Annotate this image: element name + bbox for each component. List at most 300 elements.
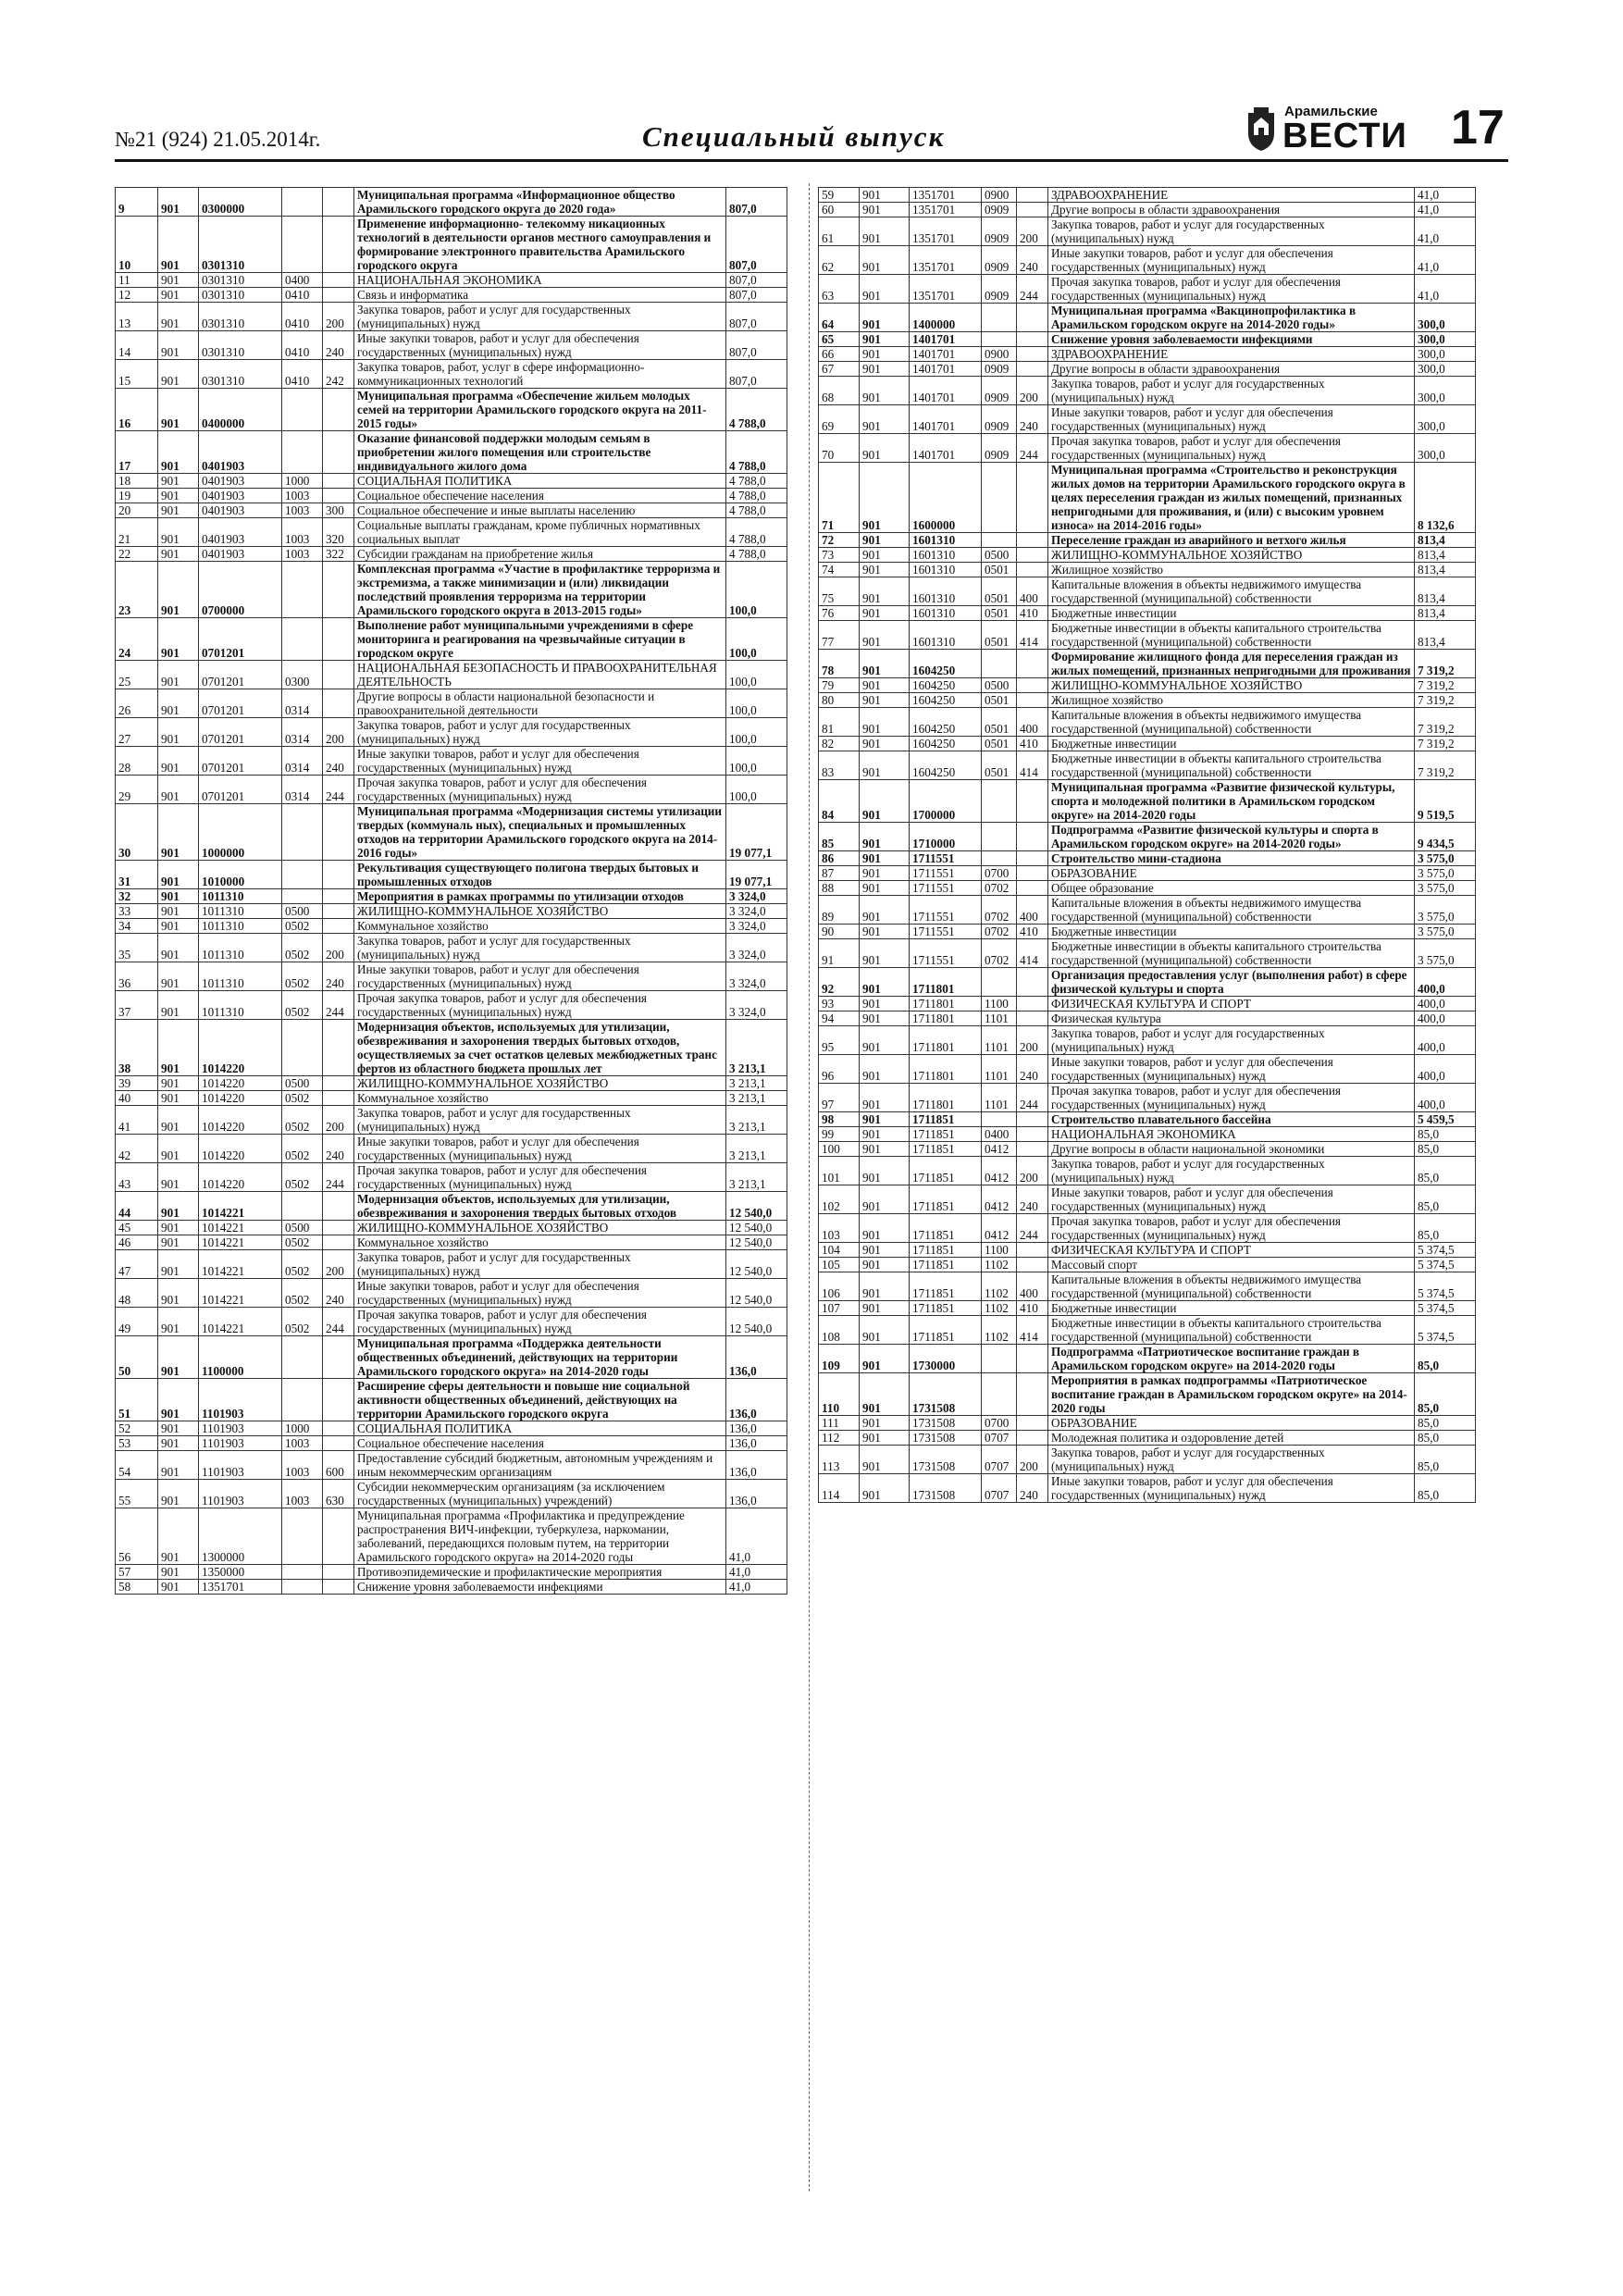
grbs-code: 901 <box>158 618 199 661</box>
table-row <box>116 1336 787 1379</box>
grbs-code: 901 <box>158 919 199 934</box>
row-number: 12 <box>116 288 158 303</box>
amount: 12 540,0 <box>726 1221 787 1235</box>
target-article-code: 1350000 <box>199 1565 282 1580</box>
expense-type-code <box>323 1076 354 1091</box>
grbs-code: 901 <box>158 718 199 747</box>
section-code: 0410 <box>282 360 323 389</box>
target-article-code: 1711801 <box>910 1084 982 1112</box>
item-name: Бюджетные инвестиции <box>1048 1301 1415 1316</box>
grbs-code: 901 <box>158 518 199 547</box>
expense-type-code <box>323 474 354 489</box>
expense-type-code: 240 <box>323 747 354 776</box>
row-number: 47 <box>116 1250 158 1279</box>
section-code: 0500 <box>982 548 1017 563</box>
grbs-code: 901 <box>860 362 910 377</box>
target-article-code: 0401903 <box>199 518 282 547</box>
table-row <box>819 708 1476 737</box>
table-row <box>116 1436 787 1451</box>
row-number: 68 <box>819 377 860 405</box>
expense-type-code <box>1017 693 1048 708</box>
column-separator <box>809 183 810 2191</box>
amount: 3 575,0 <box>1415 866 1476 881</box>
table-row <box>116 1580 787 1595</box>
item-name: Бюджетные инвестиции в объекты капитального строительства государственной (муниципальной) собственности <box>1048 621 1415 650</box>
table-row <box>819 751 1476 780</box>
grbs-code: 901 <box>158 489 199 503</box>
row-number: 43 <box>116 1163 158 1192</box>
target-article-code: 1604250 <box>910 708 982 737</box>
target-article-code: 1014220 <box>199 1106 282 1135</box>
page-number: 17 <box>1451 101 1505 155</box>
item-name: Социальное обеспечение населения <box>354 489 726 503</box>
section-code: 0707 <box>982 1474 1017 1503</box>
item-name: Предоставление субсидий бюджетным, автономным учреждениям и иным некоммерческим организациям <box>354 1451 726 1480</box>
table-row <box>116 1480 787 1508</box>
row-number: 108 <box>819 1316 860 1345</box>
table-row <box>116 489 787 503</box>
table-row <box>116 1235 787 1250</box>
row-number: 77 <box>819 621 860 650</box>
expense-type-code: 200 <box>1017 1157 1048 1185</box>
section-code: 1102 <box>982 1301 1017 1316</box>
row-number: 104 <box>819 1243 860 1258</box>
expense-type-code <box>1017 332 1048 347</box>
grbs-code: 901 <box>860 1301 910 1316</box>
target-article-code: 1014220 <box>199 1091 282 1106</box>
section-code <box>282 1192 323 1221</box>
amount: 3 324,0 <box>726 889 787 904</box>
grbs-code: 901 <box>158 689 199 718</box>
table-row <box>116 804 787 861</box>
target-article-code: 0701201 <box>199 661 282 689</box>
grbs-code: 901 <box>860 1474 910 1503</box>
item-name: Коммунальное хозяйство <box>354 1235 726 1250</box>
row-number: 82 <box>819 737 860 751</box>
target-article-code: 1711851 <box>910 1258 982 1272</box>
grbs-code: 901 <box>158 217 199 273</box>
section-code <box>282 1565 323 1580</box>
row-number: 71 <box>819 463 860 533</box>
grbs-code: 901 <box>860 751 910 780</box>
grbs-code: 901 <box>860 1084 910 1112</box>
table-row <box>819 1127 1476 1142</box>
grbs-code: 901 <box>860 925 910 939</box>
table-row <box>819 377 1476 405</box>
section-code: 0501 <box>982 563 1017 577</box>
item-name: Строительство мини-стадиона <box>1048 851 1415 866</box>
row-number: 100 <box>819 1142 860 1157</box>
row-number: 24 <box>116 618 158 661</box>
grbs-code: 901 <box>158 288 199 303</box>
target-article-code: 1014221 <box>199 1192 282 1221</box>
amount: 7 319,2 <box>1415 678 1476 693</box>
target-article-code: 1351701 <box>910 246 982 275</box>
table-row <box>819 463 1476 533</box>
section-code <box>282 217 323 273</box>
row-number: 54 <box>116 1451 158 1480</box>
table-row <box>116 889 787 904</box>
item-name: Муниципальная программа «Обеспечение жильем молодых семей на территории Арамильского городского округа на 2011-2015 годы» <box>354 389 726 431</box>
row-number: 16 <box>116 389 158 431</box>
expense-type-code <box>1017 678 1048 693</box>
amount: 100,0 <box>726 776 787 804</box>
expense-type-code <box>1017 203 1048 217</box>
expense-type-code: 240 <box>1017 405 1048 434</box>
amount: 12 540,0 <box>726 1235 787 1250</box>
grbs-code: 901 <box>158 1279 199 1308</box>
amount: 807,0 <box>726 360 787 389</box>
row-number: 75 <box>819 577 860 606</box>
amount: 85,0 <box>1415 1431 1476 1446</box>
target-article-code: 1400000 <box>910 304 982 332</box>
item-name: ФИЗИЧЕСКАЯ КУЛЬТУРА И СПОРТ <box>1048 1243 1415 1258</box>
item-name: Другие вопросы в области национальной безопасности и правоохранительной деятельности <box>354 689 726 718</box>
row-number: 106 <box>819 1272 860 1301</box>
table-row <box>819 606 1476 621</box>
target-article-code: 1601310 <box>910 606 982 621</box>
expense-type-code <box>1017 1431 1048 1446</box>
section-code: 0700 <box>982 866 1017 881</box>
section-code: 0502 <box>282 1250 323 1279</box>
row-number: 27 <box>116 718 158 747</box>
table-row <box>819 939 1476 968</box>
expense-type-code <box>1017 1142 1048 1157</box>
table-row <box>819 1345 1476 1373</box>
budget-table-right <box>818 187 1476 1503</box>
target-article-code: 1000000 <box>199 804 282 861</box>
expense-type-code <box>323 389 354 431</box>
item-name: Прочая закупка товаров, работ и услуг для обеспечения государственных (муниципальных) нужд <box>354 1308 726 1336</box>
grbs-code: 901 <box>158 1135 199 1163</box>
amount: 5 374,5 <box>1415 1272 1476 1301</box>
item-name: Другие вопросы в области здравоохранения <box>1048 203 1415 217</box>
table-row <box>116 1250 787 1279</box>
amount: 41,0 <box>1415 275 1476 304</box>
row-number: 102 <box>819 1185 860 1214</box>
item-name: Модернизация объектов, используемых для утилизации, обезвреживания и захоронения твердых бытовых отходов <box>354 1192 726 1221</box>
table-row <box>819 1185 1476 1214</box>
item-name: ЗДРАВООХРАНЕНИЕ <box>1048 188 1415 203</box>
table-row <box>819 1142 1476 1157</box>
amount: 813,4 <box>1415 577 1476 606</box>
row-number: 84 <box>819 780 860 823</box>
row-number: 10 <box>116 217 158 273</box>
section-code <box>982 463 1017 533</box>
table-row <box>819 203 1476 217</box>
section-code: 1102 <box>982 1258 1017 1272</box>
section-code: 0909 <box>982 377 1017 405</box>
grbs-code: 901 <box>860 548 910 563</box>
item-name: Закупка товаров, работ и услуг для государственных (муниципальных) нужд <box>1048 1026 1415 1055</box>
expense-type-code <box>323 661 354 689</box>
expense-type-code <box>323 689 354 718</box>
table-row <box>116 962 787 991</box>
item-name: Иные закупки товаров, работ и услуг для обеспечения государственных (муниципальных) нужд <box>1048 1185 1415 1214</box>
item-name: Жилищное хозяйство <box>1048 693 1415 708</box>
grbs-code: 901 <box>158 1451 199 1480</box>
table-row <box>116 1135 787 1163</box>
table-row <box>819 678 1476 693</box>
target-article-code: 1711551 <box>910 866 982 881</box>
amount: 100,0 <box>726 747 787 776</box>
target-article-code: 1351701 <box>199 1580 282 1595</box>
table-row <box>819 737 1476 751</box>
grbs-code: 901 <box>860 377 910 405</box>
table-row <box>116 1421 787 1436</box>
row-number: 62 <box>819 246 860 275</box>
table-row <box>116 474 787 489</box>
item-name: ЖИЛИЩНО-КОММУНАЛЬНОЕ ХОЗЯЙСТВО <box>354 1221 726 1235</box>
amount: 813,4 <box>1415 606 1476 621</box>
expense-type-code <box>323 904 354 919</box>
grbs-code: 901 <box>158 1308 199 1336</box>
grbs-code: 901 <box>158 1076 199 1091</box>
grbs-code: 901 <box>158 1508 199 1565</box>
grbs-code: 901 <box>158 934 199 962</box>
table-row <box>819 332 1476 347</box>
amount: 300,0 <box>1415 405 1476 434</box>
expense-type-code: 240 <box>1017 1185 1048 1214</box>
section-code: 0909 <box>982 434 1017 463</box>
expense-type-code: 300 <box>323 503 354 518</box>
target-article-code: 1731508 <box>910 1416 982 1431</box>
row-number: 107 <box>819 1301 860 1316</box>
section-code <box>282 389 323 431</box>
row-number: 31 <box>116 861 158 889</box>
row-number: 44 <box>116 1192 158 1221</box>
expense-type-code: 414 <box>1017 939 1048 968</box>
item-name: Комплексная программа «Участие в профилактике терроризма и экстремизма, а также минимизации и (или) ликвидации последствий проявления терроризма на территории Арамильского городского округа в 2013-2015 годы» <box>354 562 726 618</box>
target-article-code: 1401701 <box>910 377 982 405</box>
target-article-code: 0301310 <box>199 331 282 360</box>
row-number: 83 <box>819 751 860 780</box>
expense-type-code: 600 <box>323 1451 354 1480</box>
grbs-code: 901 <box>860 693 910 708</box>
expense-type-code: 414 <box>1017 1316 1048 1345</box>
budget-table-left <box>115 187 787 1595</box>
table-row <box>819 1446 1476 1474</box>
section-code: 0702 <box>982 896 1017 925</box>
amount: 400,0 <box>1415 1084 1476 1112</box>
row-number: 19 <box>116 489 158 503</box>
section-code <box>282 562 323 618</box>
expense-type-code: 200 <box>323 303 354 331</box>
row-number: 13 <box>116 303 158 331</box>
expense-type-code <box>1017 851 1048 866</box>
item-name: Муниципальная программа «Поддержка деятельности общественных объединений, действующих на территории Арамильского городского округа» на 2014-2020 годы <box>354 1336 726 1379</box>
item-name: Строительство плавательного бассейна <box>1048 1112 1415 1127</box>
section-code <box>982 851 1017 866</box>
grbs-code: 901 <box>158 861 199 889</box>
table-row <box>819 563 1476 577</box>
section-code <box>982 1112 1017 1127</box>
target-article-code: 1604250 <box>910 678 982 693</box>
amount: 136,0 <box>726 1480 787 1508</box>
row-number: 93 <box>819 997 860 1011</box>
amount: 100,0 <box>726 661 787 689</box>
item-name: Субсидии некоммерческим организациям (за исключением государственных (муниципальных) учреждений) <box>354 1480 726 1508</box>
expense-type-code <box>1017 304 1048 332</box>
item-name: Иные закупки товаров, работ и услуг для обеспечения государственных (муниципальных) нужд <box>354 1279 726 1308</box>
row-number: 52 <box>116 1421 158 1436</box>
target-article-code: 1601310 <box>910 621 982 650</box>
item-name: Закупка товаров, работ и услуг для государственных (муниципальных) нужд <box>1048 1157 1415 1185</box>
table-row <box>819 1214 1476 1243</box>
amount: 100,0 <box>726 562 787 618</box>
row-number: 49 <box>116 1308 158 1336</box>
table-row <box>819 188 1476 203</box>
item-name: НАЦИОНАЛЬНАЯ БЕЗОПАСНОСТЬ И ПРАВООХРАНИТЕЛЬНАЯ ДЕЯТЕЛЬНОСТЬ <box>354 661 726 689</box>
grbs-code: 901 <box>158 474 199 489</box>
amount: 3 575,0 <box>1415 939 1476 968</box>
grbs-code: 901 <box>860 621 910 650</box>
target-article-code: 1101903 <box>199 1451 282 1480</box>
item-name: НАЦИОНАЛЬНАЯ ЭКОНОМИКА <box>354 273 726 288</box>
grbs-code: 901 <box>158 1421 199 1436</box>
section-code: 0412 <box>982 1142 1017 1157</box>
row-number: 17 <box>116 431 158 474</box>
grbs-code: 901 <box>158 1480 199 1508</box>
expense-type-code: 200 <box>323 934 354 962</box>
target-article-code: 0700000 <box>199 562 282 618</box>
item-name: ЖИЛИЩНО-КОММУНАЛЬНОЕ ХОЗЯЙСТВО <box>354 904 726 919</box>
grbs-code: 901 <box>158 1580 199 1595</box>
section-code: 0501 <box>982 693 1017 708</box>
target-article-code: 0701201 <box>199 747 282 776</box>
expense-type-code <box>323 562 354 618</box>
section-code <box>282 431 323 474</box>
target-article-code: 1710000 <box>910 823 982 851</box>
target-article-code: 1014221 <box>199 1279 282 1308</box>
amount: 41,0 <box>726 1565 787 1580</box>
section-code: 1003 <box>282 1480 323 1508</box>
item-name: Муниципальная программа «Информационное общество Арамильского городского округа до 2020 года» <box>354 188 726 217</box>
amount: 807,0 <box>726 273 787 288</box>
section-code: 0412 <box>982 1214 1017 1243</box>
expense-type-code: 244 <box>323 991 354 1020</box>
table-row <box>116 904 787 919</box>
amount: 807,0 <box>726 303 787 331</box>
section-code: 0501 <box>982 621 1017 650</box>
grbs-code: 901 <box>860 650 910 678</box>
table-row <box>819 1316 1476 1345</box>
item-name: Иные закупки товаров, работ и услуг для обеспечения государственных (муниципальных) нужд <box>354 962 726 991</box>
amount: 136,0 <box>726 1436 787 1451</box>
amount: 3 213,1 <box>726 1020 787 1076</box>
amount: 41,0 <box>1415 203 1476 217</box>
item-name: Подпрограмма «Развитие физической культуры и спорта в Арамильском городском округе» на 2014-2020 годы» <box>1048 823 1415 851</box>
grbs-code: 901 <box>860 997 910 1011</box>
row-number: 56 <box>116 1508 158 1565</box>
item-name: Капитальные вложения в объекты недвижимого имущества государственной (муниципальной) собственности <box>1048 577 1415 606</box>
target-article-code: 1351701 <box>910 188 982 203</box>
target-article-code: 0401903 <box>199 474 282 489</box>
section-code <box>982 533 1017 548</box>
row-number: 18 <box>116 474 158 489</box>
grbs-code: 901 <box>860 1157 910 1185</box>
row-number: 23 <box>116 562 158 618</box>
expense-type-code: 200 <box>323 1250 354 1279</box>
table-row <box>116 360 787 389</box>
section-code: 1102 <box>982 1272 1017 1301</box>
item-name: Переселение граждан из аварийного и ветхого жилья <box>1048 533 1415 548</box>
amount: 12 540,0 <box>726 1192 787 1221</box>
grbs-code: 901 <box>158 562 199 618</box>
item-name: Иные закупки товаров, работ и услуг для обеспечения государственных (муниципальных) нужд <box>354 747 726 776</box>
table-row <box>819 621 1476 650</box>
grbs-code: 901 <box>860 1446 910 1474</box>
amount: 12 540,0 <box>726 1308 787 1336</box>
expense-type-code: 244 <box>323 1308 354 1336</box>
section-code <box>282 889 323 904</box>
section-code: 0500 <box>282 1076 323 1091</box>
item-name: ЗДРАВООХРАНЕНИЕ <box>1048 347 1415 362</box>
section-code: 0500 <box>282 904 323 919</box>
section-code <box>982 1345 1017 1373</box>
grbs-code: 901 <box>860 1431 910 1446</box>
table-row <box>116 547 787 562</box>
table-row <box>819 780 1476 823</box>
item-name: Иные закупки товаров, работ и услуг для обеспечения государственных (муниципальных) нужд <box>1048 246 1415 275</box>
expense-type-code: 240 <box>1017 246 1048 275</box>
section-code <box>982 823 1017 851</box>
section-code: 0702 <box>982 939 1017 968</box>
grbs-code: 901 <box>860 1142 910 1157</box>
section-code: 1100 <box>982 1243 1017 1258</box>
row-number: 90 <box>819 925 860 939</box>
grbs-code: 901 <box>158 1020 199 1076</box>
table-row <box>116 1379 787 1421</box>
expense-type-code: 200 <box>1017 1026 1048 1055</box>
section-code: 1101 <box>982 1011 1017 1026</box>
section-code: 0909 <box>982 362 1017 377</box>
item-name: Прочая закупка товаров, работ и услуг для обеспечения государственных (муниципальных) нужд <box>1048 275 1415 304</box>
section-code: 0700 <box>982 1416 1017 1431</box>
section-code: 0502 <box>282 1308 323 1336</box>
grbs-code: 901 <box>860 347 910 362</box>
target-article-code: 1010000 <box>199 861 282 889</box>
target-article-code: 1711801 <box>910 1011 982 1026</box>
table-row <box>819 1084 1476 1112</box>
table-row <box>116 1091 787 1106</box>
item-name: Муниципальная программа «Модернизация системы утилизации твердых (коммуналь ных), специальных и промышленных отходов на территории Арамильского городского округа на 2014-2016 годы» <box>354 804 726 861</box>
target-article-code: 1601310 <box>910 577 982 606</box>
amount: 7 319,2 <box>1415 737 1476 751</box>
amount: 85,0 <box>1415 1214 1476 1243</box>
grbs-code: 901 <box>158 1250 199 1279</box>
item-name: СОЦИАЛЬНАЯ ПОЛИТИКА <box>354 1421 726 1436</box>
row-number: 21 <box>116 518 158 547</box>
target-article-code: 1101903 <box>199 1379 282 1421</box>
amount: 3 575,0 <box>1415 896 1476 925</box>
grbs-code: 901 <box>158 331 199 360</box>
amount: 807,0 <box>726 288 787 303</box>
expense-type-code <box>323 273 354 288</box>
amount: 5 374,5 <box>1415 1258 1476 1272</box>
amount: 3 324,0 <box>726 934 787 962</box>
amount: 12 540,0 <box>726 1250 787 1279</box>
row-number: 99 <box>819 1127 860 1142</box>
table-row <box>819 997 1476 1011</box>
grbs-code: 901 <box>860 1316 910 1345</box>
expense-type-code <box>1017 563 1048 577</box>
section-code: 0400 <box>282 273 323 288</box>
target-article-code: 0301310 <box>199 273 282 288</box>
amount: 12 540,0 <box>726 1279 787 1308</box>
section-code: 0502 <box>282 1106 323 1135</box>
grbs-code: 901 <box>158 1436 199 1451</box>
